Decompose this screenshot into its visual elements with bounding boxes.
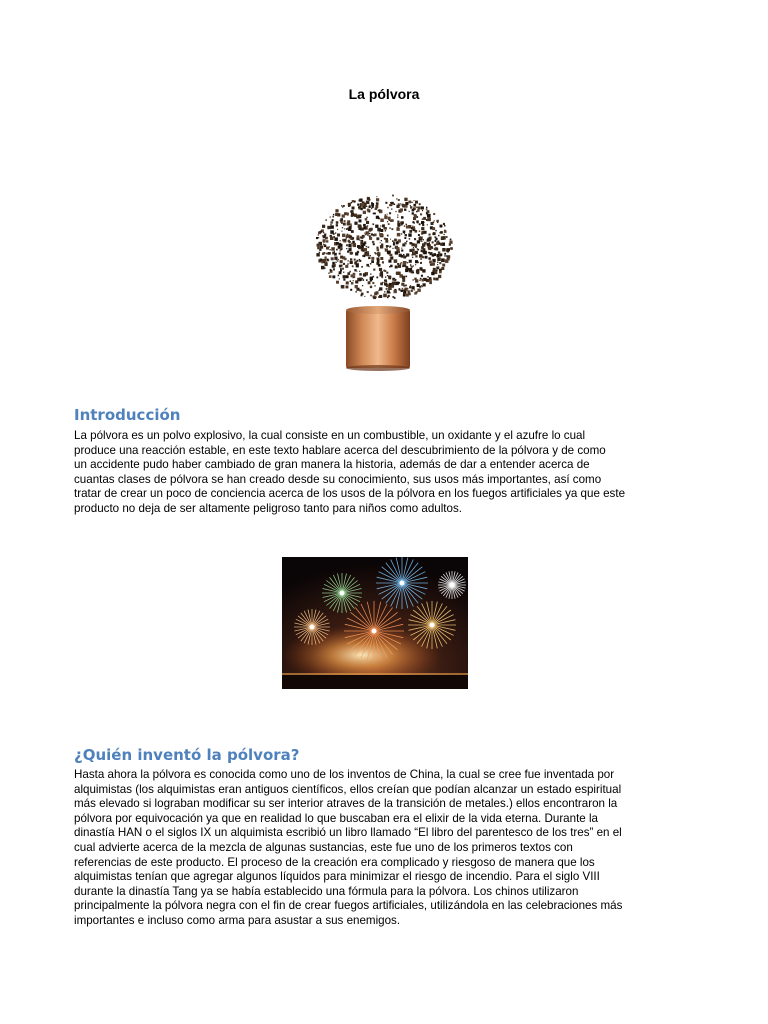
paragraph-line: tratar de crear un poco de conciencia acerca de los usos de la pólvora en los fuegos artificiales ya que este (74, 487, 626, 501)
intro-paragraph (74, 429, 699, 517)
paragraph-line: importantes e incluso como arma para asustar a sus enemigos. (74, 913, 401, 927)
paragraph-line: alquimistas (los alquimistas eran antiguos científicos, ellos creían que podían alcanzar un estado espiritual (74, 782, 622, 796)
paragraph-line: Hasta ahora la pólvora es conocida como uno de los inventos de China, la cual se cree fue inventada por (74, 768, 615, 781)
paragraph-line: produce una reacción estable, en este texto hablare acerca del descubrimiento de la pólvora y de como (74, 443, 606, 457)
paragraph-line: cuantas clases de pólvora se han creado desde su conocimiento, sus usos más importantes, así como (74, 472, 602, 486)
paragraph-line: referencias de este producto. El proceso de la creación era complicado y riesgoso de manera que los (74, 855, 595, 869)
paragraph-line: principalmente la pólvora negra con el fin de crear fuegos artificiales, utilizándola en las celebraciones más (74, 899, 623, 913)
invention-heading: ¿Quién inventó la pólvora? (74, 746, 300, 764)
paragraph-line: pólvora por equivocación ya que en realidad lo que buscaban era el elixir de la vida eterna. Durante la (74, 811, 598, 825)
paragraph-line: producto no deja de ser altamente peligroso tanto para niños como adultos. (74, 501, 462, 515)
intro-heading: Introducción (74, 406, 181, 424)
paragraph-line: un accidente pudo haber cambiado de gran manera la historia, además de dar a entender acerca de (74, 458, 590, 472)
paragraph-line: dinastía HAN o el siglos IX un alquimista escribió un libro llamado “El libro del parentesco de los tres” en el (74, 826, 622, 840)
fireworks-image (282, 557, 468, 689)
document-title: La pólvora (348, 86, 420, 102)
paragraph-line: cual advierte acerca de la mezcla de algunas sustancias, este fue uno de los primeros textos con (74, 840, 573, 854)
paragraph-line: La pólvora es un polvo explosivo, la cual consiste en un combustible, un oxidante y el azufre lo cual (74, 429, 586, 442)
gunpowder-image (312, 186, 454, 374)
invention-paragraph (74, 768, 699, 929)
paragraph-line: durante la dinastía Tang ya se había establecido una fórmula para la pólvora. Los chinos utilizaron (74, 884, 579, 898)
paragraph-line: alquimistas tenían que agregar algunos líquidos para minimizar el riesgo de incendio. Para el siglo VIII (74, 870, 600, 884)
paragraph-line: más elevado si lograban modificar su ser interior atraves de la transición de metales.) ellos encontraron la (74, 797, 618, 811)
